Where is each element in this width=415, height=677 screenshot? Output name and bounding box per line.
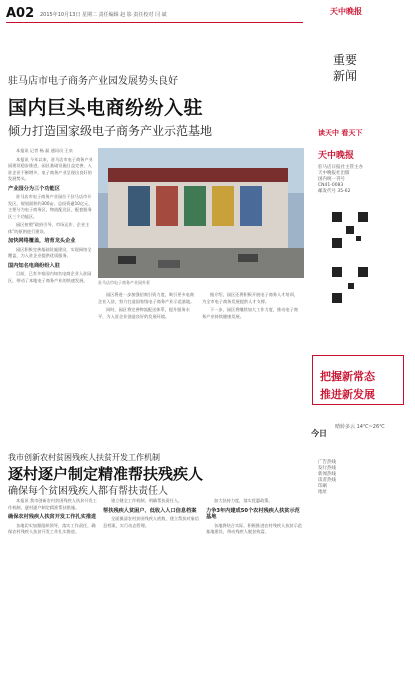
section-title: 重要 新闻	[333, 53, 358, 83]
page-meta: 2015年10月13日 星期二 责任编辑 赵 影 责任校对 闫 斌	[40, 12, 167, 18]
weather-label: 今日	[311, 429, 327, 438]
story1-column-1: 本报讯 记者 杨 磊 通讯员 王泉 本报讯 今年以来，驻马店市电子商务产业园建设稳步推进，园区基础设施日益完善，入驻企业不断增多，电子商务产业呈现出良好的发展势头。 产业园分为三个功能区 驻马店市电子商务产业园位于驻马店市开发区，规划面积约300亩，总投资逾10亿元，主要分为电子商务区、物流配送区、配套服务区三个功能区。 园区按照“政府引导、市场运作、企业主体”的原则进行建设。 加快网络覆盖，培育龙头企业 园区积极完善基础设施建设，实现网络全覆盖，为入驻企业提供优质服务。 国内知名电商纷纷入驻 目前，已有多家国内知名电商企业入驻园区，带动了本地电子商务产业的快速发展。	[8, 148, 93, 283]
rail-info-block: 驻马店日报社主管主办 天中晚报社出版 国内统一刊号 CN41-0083 邮发代号 35-62	[318, 165, 363, 194]
paper-name: 天中晚报	[318, 151, 355, 161]
story2-column-3: 加大扶持力度，落实优惠政策。 力争3年内建成50个农村残疾人扶贫示范基地 各地将结合实际，积极推进农村残疾人扶贫示范基地建设，带动残疾人脱贫致富。	[206, 498, 302, 534]
story1-kicker: 驻马店市电子商务产业园发展势头良好	[8, 76, 178, 87]
story1-column-2: 园区将进一步加强招商引资力度，吸引更多电商企业入驻，努力打造国家级电子商务产业示范基地。 同时，园区将完善物流配送体系，提升服务水平，为入驻企业创造良好的发展环境。	[98, 292, 195, 319]
story2-kicker: 我市创新农村贫困残疾人扶贫开发工作机制	[8, 453, 160, 462]
section-head: 力争3年内建成50个农村残疾人扶贫示范基地	[206, 507, 300, 520]
page-number: A02	[6, 6, 35, 21]
qr-code-icon	[330, 210, 370, 250]
brand-logo: 天中晚报	[330, 7, 362, 16]
section-head: 帮扶残疾人贫困户、低收入人口信息档案	[103, 507, 197, 514]
promo-line-1: 把握新常态	[320, 370, 375, 383]
story2-column-2: 建立健全工作机制，明确帮扶责任人。 帮扶残疾人贫困户、低收入人口信息档案 全面摸清农村贫困残疾人底数，建立帮扶对象信息档案，实行动态管理。	[103, 498, 201, 673]
section-head: 产业园分为三个功能区	[8, 185, 60, 192]
story1-subhead: 倾力打造国家级电子商务产业示范基地	[8, 124, 213, 138]
story2-subhead: 确保每个贫困残疾人都有帮扶责任人	[8, 486, 168, 497]
section-head: 确保农村残疾人扶贫开发工作扎实推进	[8, 514, 97, 520]
byline: 本报讯 记者 杨 磊 通讯员 王泉	[16, 148, 73, 153]
section-head: 加快网络覆盖，培育龙头企业	[8, 238, 76, 244]
rail-directory: 广告热线 发行热线 新闻热线 读者热线 印刷 地址	[318, 460, 336, 495]
photo-caption: 驻马店市电子商务产业园外景	[98, 280, 150, 285]
qr-code-icon	[330, 265, 370, 305]
header-rule	[6, 22, 303, 23]
story2-column-1: 本报讯 我市创新农村贫困残疾人扶贫开发工作机制，逐村逐户制定精准帮扶措施。 确保农村残疾人扶贫开发工作扎实推进 各地切实加强组织领导，落实工作责任，确保农村残疾人扶贫开发工作扎实推进。	[8, 498, 97, 534]
story1-column-3: 据介绍，园区还将积极开展电子商务人才培训，为全市电子商务发展提供人才支撑。 下一步，园区将继续加大工作力度，推动电子商务产业持续健康发展。	[202, 292, 298, 319]
section-head: 国内知名电商纷纷入驻	[8, 262, 60, 269]
weather-value: 晴转多云 14℃~26℃	[335, 424, 385, 430]
promo-line-2: 推进新发展	[320, 388, 375, 401]
story2-headline: 逐村逐户制定精准帮扶残疾人	[8, 465, 204, 483]
industrial-park-photo	[98, 148, 304, 278]
story1-headline: 国内巨头电商纷纷入驻	[8, 97, 204, 119]
slogan: 读天中 看天下	[318, 129, 363, 137]
